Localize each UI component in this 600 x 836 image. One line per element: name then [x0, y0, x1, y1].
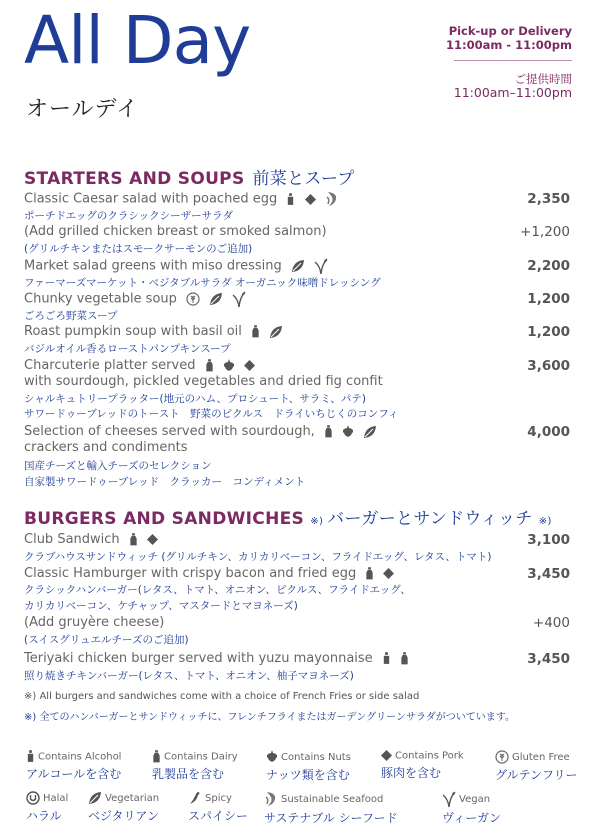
section-title: STARTERS AND SOUPS — [24, 169, 245, 189]
legend-label: Vegetarian — [105, 793, 160, 804]
legend-alcohol — [26, 750, 121, 782]
nuts-icon — [342, 425, 354, 439]
item-price: 1,200 — [527, 324, 570, 340]
service-hours-value: 11:00am - 11:00pm — [446, 38, 572, 52]
legend-nuts — [266, 750, 351, 783]
item-name-ja: (スイスグリュエルチーズのご追加) — [24, 634, 189, 646]
legend-label-ja: ナッツ類を含む — [266, 768, 350, 782]
menu-item — [24, 258, 328, 274]
alcohol-icon — [286, 193, 295, 206]
nuts-icon — [223, 359, 235, 373]
legend-pork — [381, 750, 464, 781]
vegan-icon — [232, 291, 246, 307]
section-heading-burgers — [24, 504, 552, 529]
item-name: Teriyaki chicken burger served with yuzu mayonnaise — [24, 651, 373, 666]
vegan-icon — [314, 258, 328, 274]
item-name: Roast pumpkin soup with basil oil — [24, 324, 242, 339]
gluten-free-icon — [186, 292, 200, 306]
vegetarian-icon — [363, 425, 377, 439]
item-name: Classic Caesar salad with poached egg — [24, 191, 278, 207]
page-title: All Day — [24, 2, 251, 79]
legend-vegan — [442, 791, 501, 826]
item-price: 3,450 — [527, 566, 570, 582]
nuts-icon — [266, 750, 278, 764]
footnote-mark: ※) — [310, 516, 324, 527]
item-name: (Add gruyère cheese) — [24, 615, 165, 630]
menu-item — [24, 615, 164, 630]
item-price: 2,200 — [527, 258, 570, 274]
vegetarian-icon — [88, 791, 102, 805]
legend-label-ja: ヴィーガン — [442, 811, 502, 825]
legend-spicy — [188, 791, 248, 824]
item-name-line2: crackers and condiments — [24, 440, 188, 455]
menu-item — [24, 532, 158, 547]
item-name-ja: クラシックハンバーガー(レタス、トマト、オニオン、ピクルス、フライドエッグ、 — [24, 584, 411, 596]
legend-label: Halal — [43, 793, 69, 804]
item-name: Classic Hamburger with crispy bacon and fried egg — [24, 566, 357, 581]
item-name-ja-line2: サワードゥーブレッドのトースト 野菜のピクルス ドライいちじくのコンフィ — [24, 408, 399, 420]
alcohol-icon — [382, 652, 391, 665]
legend-label-ja: グルテンフリー — [495, 768, 578, 782]
item-price: 2,350 — [527, 191, 570, 207]
item-price: 3,100 — [527, 532, 570, 548]
item-name-ja: 照り焼きチキンバーガー(レタス、トマト、オニオン、柚子マヨネーズ) — [24, 670, 354, 682]
pork-icon — [305, 194, 316, 205]
item-name: Charcuterie platter served — [24, 358, 196, 373]
item-name: Market salad greens with miso dressing — [24, 258, 282, 274]
vegetarian-icon — [291, 259, 305, 273]
legend-label: Contains Pork — [395, 750, 464, 762]
item-price: 3,600 — [527, 358, 570, 374]
legend-label-ja: 豚肉を含む — [381, 765, 442, 780]
section-title: BURGERS AND SANDWICHES — [24, 509, 305, 529]
item-name: Chunky vegetable soup — [24, 291, 177, 307]
halal-icon — [26, 791, 40, 805]
vegan-icon — [442, 791, 456, 807]
vegetarian-icon — [209, 292, 223, 306]
item-price: +400 — [532, 615, 570, 631]
item-name-line2: with sourdough, pickled vegetables and dried fig confit — [24, 374, 383, 389]
item-price: 3,450 — [527, 651, 570, 667]
dairy-icon — [205, 359, 214, 372]
section-title-ja: 前菜とスープ — [252, 169, 355, 189]
pork-icon — [381, 750, 392, 761]
spicy-icon — [188, 791, 202, 805]
menu-item — [24, 291, 246, 307]
item-name: Club Sandwich — [24, 532, 120, 547]
pork-icon — [147, 534, 158, 545]
dairy-icon — [129, 533, 138, 546]
dairy-icon — [251, 325, 260, 338]
legend-vegetarian — [88, 791, 159, 824]
legend-label: Vegan — [459, 794, 491, 805]
menu-item — [24, 424, 377, 439]
dairy-icon — [152, 750, 161, 763]
menu-item — [24, 191, 339, 207]
item-name-ja: バジルオイル香るローストパンプキンスープ — [24, 343, 231, 355]
item-name: Selection of cheeses served with sourdough, — [24, 424, 315, 439]
divider — [454, 60, 572, 61]
legend-label-ja: アルコールを含む — [26, 767, 122, 781]
item-name-ja: ファーマーズマーケット・ベジタブルサラダ オーガニック味噌ドレッシング — [24, 277, 381, 289]
seafood-icon — [264, 791, 278, 807]
legend-label: Sustainable Seafood — [281, 794, 384, 805]
item-name-ja: ごろごろ野菜スープ — [24, 310, 118, 322]
pork-icon — [383, 568, 394, 579]
legend-label: Contains Nuts — [281, 752, 351, 763]
item-price: +1,200 — [520, 224, 570, 240]
service-type-ja: ご提供時間 — [514, 72, 572, 86]
menu-item — [24, 566, 394, 581]
legend-label-ja: ベジタリアン — [88, 809, 160, 823]
service-hours-ja: 11:00am–11:00pm — [453, 85, 572, 100]
item-name-ja: クラブハウスサンドウィッチ (グリルチキン、カリカリベーコン、フライドエッグ、レタス、トマト) — [24, 551, 492, 563]
item-name-ja-line2: カリカリベーコン、ケチャップ、マスタードとマヨネーズ) — [24, 600, 298, 612]
dairy-icon — [365, 567, 374, 580]
legend-dairy — [152, 750, 238, 782]
legend-label-ja: 乳製品を含む — [152, 767, 225, 781]
legend-label: Spicy — [205, 793, 232, 804]
footnote: ※) All burgers and sandwiches come with a choice of French Fries or side salad — [24, 691, 420, 702]
footnote-mark: ※) — [538, 516, 552, 527]
legend-label-ja: ハラル — [26, 809, 62, 823]
dairy-icon — [324, 425, 333, 438]
legend-label: Contains Alcohol — [38, 751, 122, 763]
menu-item — [24, 358, 255, 373]
legend-label: Contains Dairy — [164, 751, 238, 763]
item-name-ja: 国産チーズと輸入チーズのセレクション — [24, 460, 212, 472]
gluten-free-icon — [495, 750, 509, 764]
section-title-ja: バーガーとサンドウィッチ — [327, 509, 533, 529]
dairy-icon — [400, 652, 409, 665]
item-price: 4,000 — [527, 424, 570, 440]
page-title-ja: オールデイ — [26, 97, 140, 122]
service-type: Pick-up or Delivery — [448, 24, 572, 38]
seafood-icon — [325, 191, 339, 207]
menu-item — [24, 651, 409, 666]
legend-label: Gluten Free — [512, 752, 570, 763]
legend-label-ja: スパイシー — [188, 809, 249, 823]
legend-seafood — [264, 791, 398, 826]
vegetarian-icon — [269, 325, 283, 339]
menu-item — [24, 224, 327, 239]
legend-halal — [26, 791, 68, 824]
alcohol-icon — [26, 750, 35, 763]
legend-gluten-free — [495, 750, 578, 783]
service-hours — [446, 24, 572, 100]
item-name-ja: ポーチドエッグのクラシックシーザーサラダ — [24, 210, 234, 222]
item-price: 1,200 — [527, 291, 570, 307]
item-name-ja-line2: 自家製サワードゥーブレッド クラッカー コンディメント — [24, 476, 306, 488]
item-name-ja: (グリルチキンまたはスモークサーモンのご追加) — [24, 243, 253, 255]
legend-label-ja: サステナブル シーフード — [264, 811, 398, 825]
pork-icon — [244, 360, 255, 371]
footnote-ja: ※) 全てのハンバーガーとサンドウィッチに、フレンチフライまたはガーデングリーンサラダがついています。 — [24, 712, 516, 723]
section-heading-starters — [24, 164, 355, 189]
menu-item — [24, 324, 283, 339]
item-name: (Add grilled chicken breast or smoked salmon) — [24, 224, 327, 239]
item-name-ja: シャルキュトリープラッター(地元のハム、プロシュート、サラミ、パテ) — [24, 393, 366, 405]
